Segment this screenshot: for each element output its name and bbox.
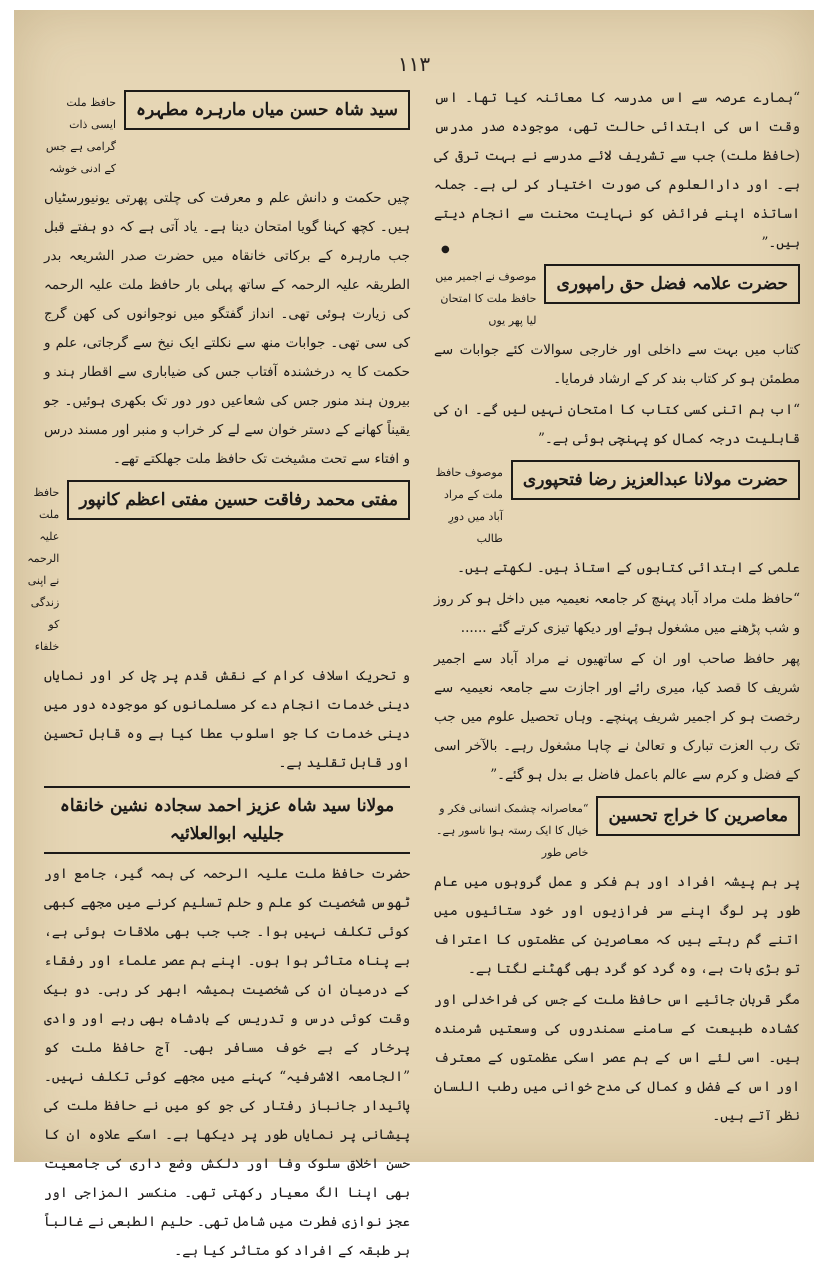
paragraph: مگر قربان جائیے اس حافظ ملت کے جس کی فراخدلی اور کشادہ طبیعت کے سامنے سمندروں کی وسعتیں شرمندہ ہیں۔ اسی لئے اس کے ہم عصر اسکی عظمتوں کے معترف اور اس کے فضل و کمال کی مدح خوانی میں رطب اللسان نظر آتے ہیں۔: [434, 992, 800, 1124]
paragraph: چیں حکمت و دانش علم و معرفت کی چلتی پھرتی یونیورسٹیاں ہیں۔ کچھ کہنا گویا امتحان دینا ہے۔ یاد آتی ہے کہ دو ہفتے قبل جب مارہرہ کے برکاتی خانقاہ میں حضرت صدر الشریعہ بدر الطریقہ علیہ الرحمہ کے ساتھ پہلی بار حافظ ملت علیہ الرحمہ کی زیارت ہوئی تھی۔ انداز گفتگو میں نوجوانوں کی کھن گرج کی سی تھی۔ جوابات منھ سے نکلتے ایک نیخ سے گرجاتی، علم و حکمت کا یہ درخشندہ آفتاب جس کی ضیاباری سے اقطار ہند و بیرون ہند منور جس کی شعاعیں دور دور تک بکھری ہوئیں۔ جو یقیناً کھانے کے دستر خوان سے لے کر خراب و منبر اور مسند درس و افتاء سے تحت مشیخت تک حافظ ملت جھلکتے تھے۔: [44, 190, 410, 467]
scanned-page: [14, 10, 814, 1259]
sidenote-muasirin: “معاصرانہ چشمک انسانی فکر و خیال کا ایک رستہ ہوا ناسور ہے۔ خاص طور: [436, 802, 589, 859]
heading-block-rifaqat-husain: [27, 480, 410, 658]
page-number: ١١٣: [397, 52, 431, 76]
heading-rifaqat-husain: مفتی محمد رفاقت حسین مفتی اعظم کانپور: [67, 480, 410, 520]
paragraph: و تحریک اسلاف کرام کے نقش قدم پر چل کر اور نمایاں دینی خدمات انجام دے کر مسلمانوں کو موجودہ دور میں دینی خدمات کا جو اسلوب عطا کیا ہے وہ قابل تحسین اور قابل تقلید ہے۔: [44, 668, 410, 771]
sidenote-fazl-haq: موصوف نے اجمیر میں حافظ ملت کا امتحان لیا پھر یوں: [435, 270, 537, 327]
heading-abdul-aziz: حضرت مولانا عبدالعزیز رضا فتحپوری: [511, 460, 800, 500]
heading-block-fazl-haq: [434, 264, 800, 332]
paragraph: کتاب میں بہت سے داخلی اور خارجی سوالات کئے جوابات سے مطمئن ہو کر کتاب بند کر کے ارشاد فرمایا۔: [434, 342, 800, 387]
intro-quote: “ہمارے عرصہ سے اس مدرسہ کا معائنہ کیا تھا۔ اس وقت اس کی ابتدائی حالت تھی، موجودہ صدر مدرس (حافظ ملت) جب سے تشریف لائے مدرسے نے بہت ترقی کی ہے۔ اور دارالعلوم کی صورت اختیار کر لی ہے۔ جملہ اساتذہ اپنے فرائض کو نہایت محنت سے انجام دیتے ہیں۔”: [434, 90, 800, 251]
left-column: [27, 84, 410, 1268]
paragraph: “حافظ ملت مراد آباد پہنچ کر جامعہ نعیمیہ میں داخل ہو کر روز و شب پڑھنے میں مشغول ہوئے اور دیکھا تیزی کرتے گئے ......: [434, 591, 800, 636]
sidenote-hasan-mian: حافظ ملت ایسی ذات گرامی ہے جس کے ادنی خوشہ: [45, 96, 117, 175]
paragraph: علمی کے ابتدائی کتابوں کے استاذ ہیں۔ لکھتے ہیں۔: [457, 560, 800, 576]
heading-block-abdul-aziz: [434, 460, 800, 550]
right-column: [434, 84, 800, 1133]
paragraph: پھر حافظ صاحب اور ان کے ساتھیوں نے مراد آباد سے اجمیر شریف کا قصد کیا، میری رائے اور اجازت سے جامعہ نعیمیہ سے رخصت ہو کر اجمیر شریف پہنچے۔ وہاں تحصیل علوم میں جب تک رب العزت تبارک و تعالیٰ نے چاہا مشغول رہے۔ بالآخر اسی کے فضل و کرم سے عالم باعمل فاضل بے بدل ہو گئے۔”: [434, 651, 800, 783]
paragraph: حضرت حافظ ملت علیہ الرحمہ کی ہمہ گیر، جامع اور ٹھوس شخصیت کو علم و حلم تسلیم کرنے میں مجھے کبھی کوئی تکلف نہیں ہوا۔ جب جب بھی ملاقات ہوئی ہے، بے پناہ متاثر ہوا ہوں۔ اپنے ہم عصر علماء اور رفقاء کے درمیان ان کی شخصیت ہمیشہ ابھر کر رہی۔ دو بیک وقت کوئی درس و تدریس کے بادشاہ بھی رہے اور وادی پرخار کے بے خوف مسافر بھی۔ آج حافظ ملت کو ”الجامعہ الاشرفیہ“ کہنے میں مجھے کوئی تکلف نہیں۔ پائیدار جانباز رفتار کی جو کو میں نے حافظ ملت کی پیشانی پر نمایاں طور پر دیکھا ہے۔ اسکے علاوہ ان کا حسن اخلاق سلوک وفا اور دلکش وضع داری کی جامعیت بھی اپنا الگ معیار رکھتی تھی۔ منکسر المزاجی اور عجز نوازی فطرت میں شامل تھی۔ حلیم الطبعی نے غالباً ہر طبقہ کے افراد کو متاثر کیا ہے۔: [44, 866, 410, 1259]
sidenote-abdul-aziz: موصوف حافظ ملت کے مراد آباد میں دورِ طالب: [435, 466, 503, 545]
heading-block-hasan-mian: [44, 90, 410, 180]
heading-fazl-haq: حضرت علامہ فضل حق رامپوری: [544, 264, 800, 304]
heading-muasirin: معاصرین کا خراج تحسین: [596, 796, 800, 836]
column-bullet-mark: ●: [441, 244, 450, 255]
heading-hasan-mian: سید شاہ حسن میاں مارہرہ مطہرہ: [124, 90, 410, 130]
paragraph: “اب ہم اتنی کسی کتاب کا امتحان نہیں لیں گے۔ ان کی قابلیت درجہ کمال کو پہنچی ہوئی ہے۔”: [434, 402, 800, 447]
heading-block-muasirin: [434, 796, 800, 864]
heading-aziz-ahmad: مولانا سید شاہ عزیز احمد سجادہ نشین خانقاہ جلیلیہ ابوالعلائیہ: [44, 786, 410, 854]
paragraph: پر ہم پیشہ افراد اور ہم فکر و عمل گروہوں میں عام طور پر لوگ اپنے سر فرازیوں اور خود ستائیوں میں اتنے گم رہتے ہیں کہ معاصرین کی عظمتوں کا اعتراف تو بڑی بات ہے، وہ گرد کو گرد بھی گھٹنے لگتا ہے۔: [434, 874, 800, 977]
sidenote-rifaqat-husain: حافظ ملت علیہ الرحمہ نے اپنی زندگی کو خلفاء: [27, 486, 60, 653]
